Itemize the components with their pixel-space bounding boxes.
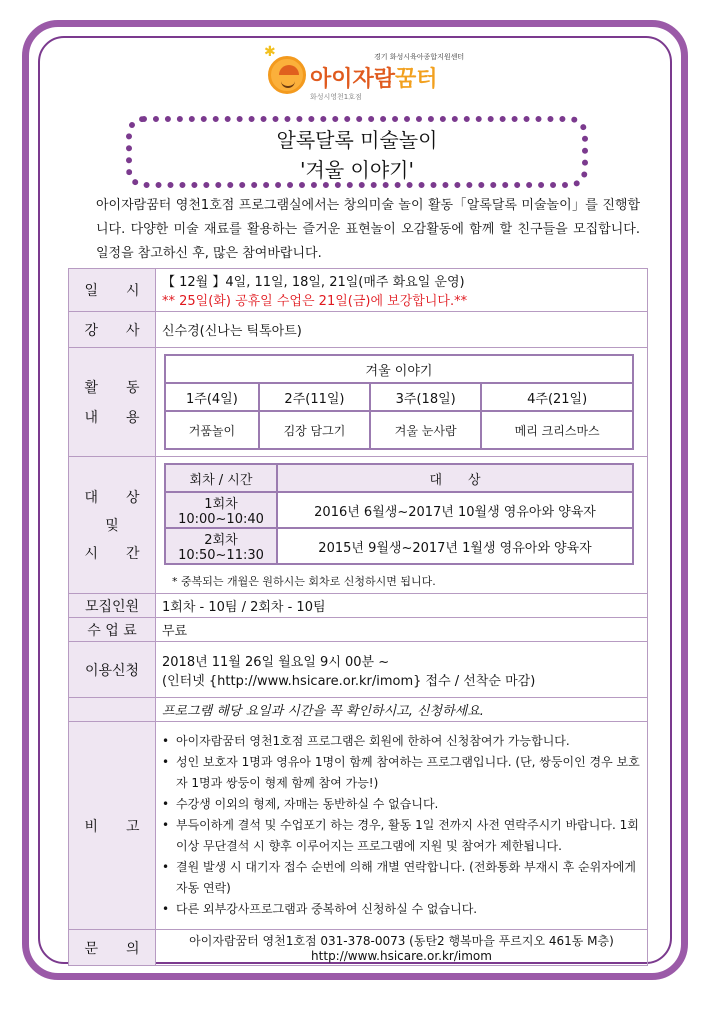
logo-brand bbox=[310, 62, 438, 93]
target-table bbox=[164, 463, 634, 565]
session-1-time: 10:00~10:40 bbox=[178, 512, 264, 527]
row-contact bbox=[69, 930, 648, 966]
label-target-line2: 및 bbox=[105, 518, 119, 534]
label-target-line3: 시 간 bbox=[84, 546, 140, 562]
date-line2: ** 25일(화) 공휴일 수업은 21일(금)에 보강합니다.** bbox=[162, 294, 468, 309]
activity-item-1: 거품놀이 bbox=[165, 411, 259, 449]
fee-value: 무료 bbox=[156, 618, 648, 642]
remark-item: • 부득이하게 결석 및 수업포기 하는 경우, 활동 1일 전까지 사전 연락주시기 바랍니다. 1회 이상 무단결석 시 향후 이루어지는 프로그램에 지원 및 참여가 제한됩니다. bbox=[162, 815, 641, 857]
remark-item: • 아이자람꿈터 영천1호점 프로그램은 회원에 한하여 신청참여가 가능합니다. bbox=[162, 731, 641, 752]
intro-text: 아이자람꿈터 영천1호점 프로그램실에서는 창의미술 놀이 활동「알록달록 미술놀이」를 진행합니다. 다양한 미술 재료를 활용하는 즐거운 표현놀이 오감활동에 함께 할 친구들을 모집합니다. 일정을 참고하신 후, 많은 참여바랍니다. bbox=[96, 198, 640, 261]
session-2 bbox=[165, 528, 277, 564]
activity-item-4: 메리 크리스마스 bbox=[481, 411, 633, 449]
title-line1: 알록달록 미술놀이 bbox=[276, 128, 438, 152]
logo-org: 경기 화성시육아종합지원센터 bbox=[374, 53, 465, 61]
label-apply-blank bbox=[69, 698, 156, 722]
target-col1-header: 회차 / 시간 bbox=[165, 464, 277, 492]
apply-line1: 2018년 11월 26일 월요일 9시 00분 ~ bbox=[162, 654, 390, 670]
label-activity bbox=[69, 348, 156, 457]
activity-content bbox=[156, 348, 648, 457]
remarks-list bbox=[162, 731, 641, 920]
session-1 bbox=[165, 492, 277, 528]
apply-line2: (인터넷 {http://www.hsicare.or.kr/imom} 접수 / 선착순 마감) bbox=[162, 673, 536, 689]
row-fee bbox=[69, 618, 648, 642]
activity-item-3: 겨울 눈사람 bbox=[370, 411, 481, 449]
label-activity-line1: 활 동 bbox=[84, 380, 140, 396]
week-2: 2주(11일) bbox=[259, 383, 370, 411]
contact-line1: 아이자람꿈터 영천1호점 031-378-0073 (동탄2 행복마을 푸르지오 461동 M층) bbox=[189, 934, 614, 948]
week-3: 3주(18일) bbox=[370, 383, 481, 411]
remarks-content bbox=[156, 722, 648, 930]
remark-item: • 다른 외부강사프로그램과 중복하여 신청하실 수 없습니다. bbox=[162, 899, 641, 920]
contact-content bbox=[156, 930, 648, 966]
row-date bbox=[69, 269, 648, 312]
apply-content bbox=[156, 642, 648, 698]
session-1-name: 1회차 bbox=[204, 497, 238, 512]
session-2-time: 10:50~11:30 bbox=[178, 548, 264, 563]
week-1: 1주(4일) bbox=[165, 383, 259, 411]
session-2-target: 2015년 9월생~2017년 1월생 영유아와 양육자 bbox=[277, 528, 633, 564]
label-contact: 문 의 bbox=[69, 930, 156, 966]
remark-item: • 결원 발생 시 대기자 접수 순번에 의해 개별 연락합니다. (전화통화 부재시 후 순위자에게 자동 연락) bbox=[162, 857, 641, 899]
label-fee: 수 업 료 bbox=[69, 618, 156, 642]
label-target bbox=[69, 457, 156, 594]
label-activity-line2: 내 용 bbox=[84, 410, 140, 426]
session-1-target: 2016년 6월생~2017년 10월생 영유아와 양육자 bbox=[277, 492, 633, 528]
instructor-value: 신수경(신나는 틱톡아트) bbox=[156, 312, 648, 348]
logo-sub: 화성시영천1호점 bbox=[310, 93, 362, 101]
title-box bbox=[126, 116, 588, 188]
logo-brand-part2: 꿈터 bbox=[395, 67, 438, 92]
row-activity bbox=[69, 348, 648, 457]
title-line2: '겨울 이야기' bbox=[300, 158, 414, 182]
child-face-icon bbox=[268, 56, 306, 94]
info-table bbox=[68, 268, 648, 966]
date-line1: 【 12월 】4일, 11일, 18일, 21일(매주 화요일 운영) bbox=[162, 275, 465, 290]
target-col2-header: 대 상 bbox=[277, 464, 633, 492]
logo bbox=[264, 44, 498, 106]
contact-url[interactable]: http://www.hsicare.or.kr/imom bbox=[311, 949, 492, 963]
row-target bbox=[69, 457, 648, 594]
row-apply-note bbox=[69, 698, 648, 722]
label-apply: 이용신청 bbox=[69, 642, 156, 698]
recruit-value: 1회차 - 10팀 / 2회차 - 10팀 bbox=[156, 594, 648, 618]
apply-line3: 프로그램 해당 요일과 시간을 꼭 확인하시고, 신청하세요. bbox=[156, 698, 648, 722]
star-icon: ✱ bbox=[264, 44, 276, 60]
label-remarks: 비 고 bbox=[69, 722, 156, 930]
activity-table bbox=[164, 354, 634, 450]
label-date: 일 시 bbox=[69, 269, 156, 312]
target-content bbox=[156, 457, 648, 594]
date-content bbox=[156, 269, 648, 312]
logo-brand-part1: 아이자람 bbox=[310, 67, 396, 92]
row-apply bbox=[69, 642, 648, 698]
label-recruit: 모집인원 bbox=[69, 594, 156, 618]
row-instructor bbox=[69, 312, 648, 348]
label-target-line1: 대 상 bbox=[84, 490, 140, 506]
row-recruit bbox=[69, 594, 648, 618]
remark-item: • 수강생 이외의 형제, 자매는 동반하실 수 없습니다. bbox=[162, 794, 641, 815]
row-remarks bbox=[69, 722, 648, 930]
activity-header: 겨울 이야기 bbox=[165, 355, 633, 383]
week-4: 4주(21일) bbox=[481, 383, 633, 411]
session-2-name: 2회차 bbox=[204, 533, 238, 548]
activity-item-2: 김장 담그기 bbox=[259, 411, 370, 449]
target-note: * 중복되는 개월은 원하시는 회차로 신청하시면 됩니다. bbox=[172, 575, 436, 588]
label-instructor: 강 사 bbox=[69, 312, 156, 348]
remark-item: • 성인 보호자 1명과 영유아 1명이 함께 참여하는 프로그램입니다. (단, 쌍둥이인 경우 보호자 1명과 쌍둥이 형제 함께 참여 가능!) bbox=[162, 752, 641, 794]
